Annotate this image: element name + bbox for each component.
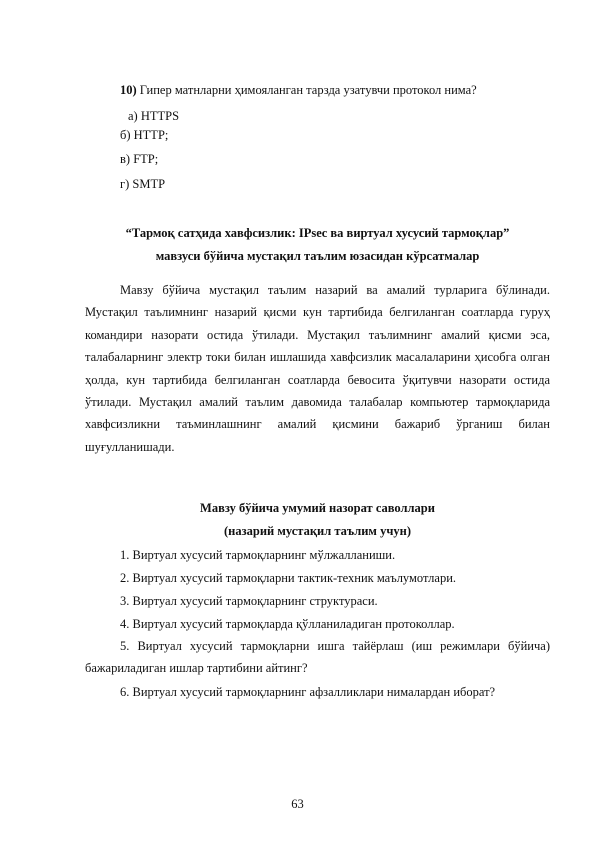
control-question-2: 2. Виртуал хусусий тармоқларни тактик-техник маълумотлари. [120,571,457,585]
option-c: в) FTP; [120,152,159,166]
topic-title-line2: мавзуси бўйича мустақил таълим юзасидан кўрсатмалар [155,249,480,263]
option-d: г) SMTP [120,177,166,191]
control-question-5-text: 5. Виртуал хусусий тармоқларни ишга тайёрлаш (иш режимлари бўйича) бажариладиган ишлар тартибини айтинг? [85,639,550,676]
option-a: a) HTTPS [128,109,180,123]
control-question-4: 4. Виртуал хусусий тармоқларда қўлланиладиган протоколлар. [120,617,455,631]
control-question-1: 1. Виртуал хусусий тармоқларнинг мўлжалланиши. [120,548,396,562]
control-section-subtitle: (назарий мустақил таълим учун) [224,524,411,538]
control-section-title: Мавзу бўйича умумий назорат саволлари [200,501,435,515]
option-b: б) HTTP; [120,128,169,142]
control-question-3: 3. Виртуал хусусий тармоқларнинг структураси. [120,594,378,608]
page-number: 63 [291,797,304,811]
question-10 [120,82,477,98]
intro-paragraph-text: Мавзу бўйича мустақил таълим назарий ва амалий турларига бўлинади. Мустақил таълимнинг назарий қисми кун тартибида белгиланган соатларда гуруҳ командири назорати остида ўтилади. Мустақил таълимнинг амалий қисми эса, талабаларнинг электр токи билан ишлашида хавфсизлик масалаларини ҳисобга олган ҳолда, кун тартибида белгиланган соатларда бевосита ўқитувчи назорати остида ўтилади. Мустақил амалий таълим давомида талабалар компьютер тармоқларида хавфсизликни таъминлашнинг амалий қисмини бажариб ўрганиш билан шуғулланишади. [85,283,550,454]
control-question-6: 6. Виртуал хусусий тармоқларнинг афзалликлари нималардан иборат? [120,685,496,699]
question-text: Гипер матнларни ҳимояланган тарзда узатувчи протокол нима? [136,83,477,97]
intro-paragraph [85,279,550,458]
control-question-5 [85,635,550,680]
topic-title-line1: “Тармоқ сатҳида хавфсизлик: IPsec ва виртуал хусусий тармоқлар” [125,226,510,240]
question-number: 10) [120,83,137,97]
